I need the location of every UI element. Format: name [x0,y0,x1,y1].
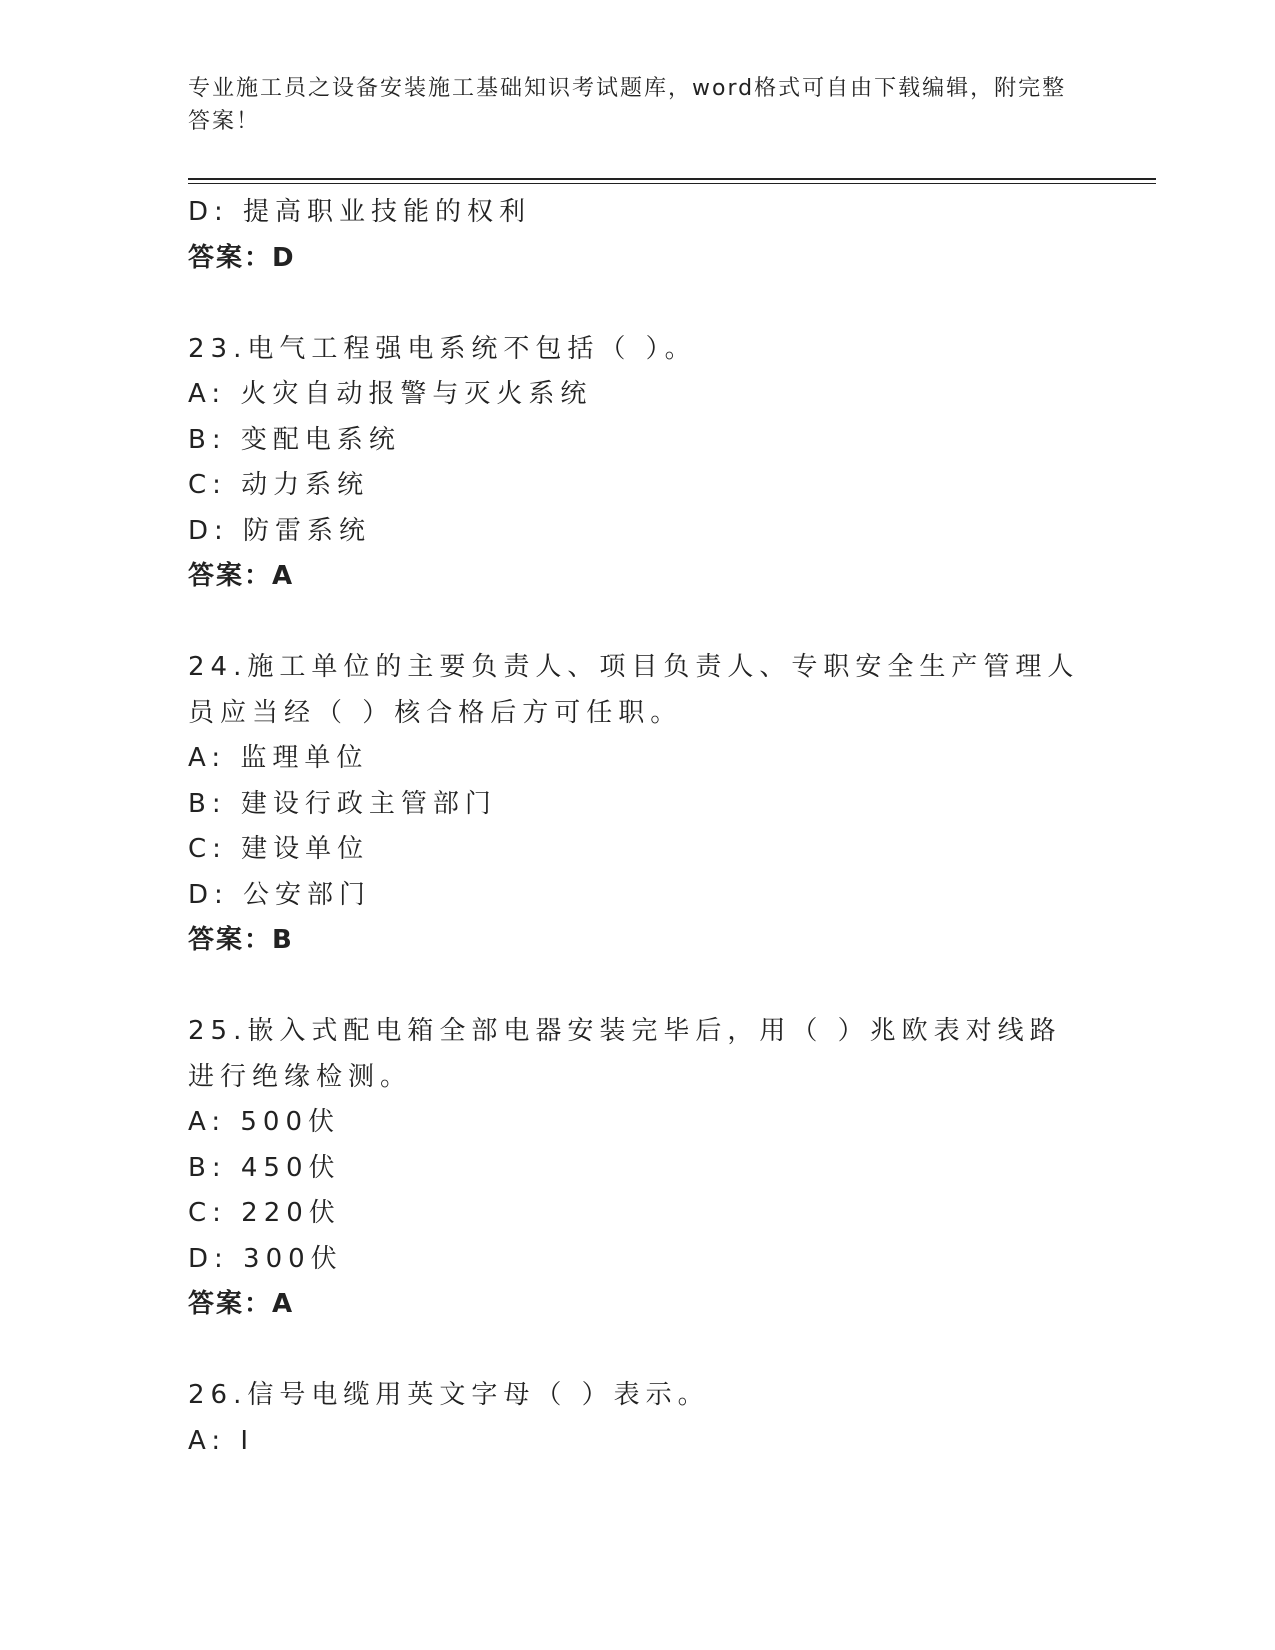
option-d: D: 公安部门 [188,879,372,910]
question-25 [188,1009,1088,1328]
option-c: C: 220伏 [188,1198,341,1228]
option-c: C: 动力系统 [188,470,370,500]
option-a: A: 监理单位 [188,743,369,773]
answer: 答案：B [188,925,294,955]
question-23 [188,327,1088,600]
option-b: B: 建设行政主管部门 [188,788,497,819]
option-a: A: 火灾自动报警与灭火系统 [188,379,593,409]
question-stem: 26.信号电缆用英文字母（ ）表示。 [188,1380,710,1410]
question-stem: 25.嵌入式配电箱全部电器安装完毕后，用（ ）兆欧表对线路进行绝缘检测。 [188,1016,1062,1092]
option-c: C: 建设单位 [188,834,370,864]
option-a: A: 500伏 [188,1107,340,1137]
option-b: B: 变配电系统 [188,424,401,455]
question-stem: 23.电气工程强电系统不包括（ ）。 [188,333,697,364]
option-a: A: I [188,1425,255,1456]
question-stem: 24.施工单位的主要负责人、项目负责人、专职安全生产管理人员应当经（ ）核合格后方可任职。 [188,652,1080,728]
question-content [188,190,1088,1464]
question-26 [188,1373,1088,1464]
option-d: D: 防雷系统 [188,515,372,546]
question-24 [188,645,1088,964]
answer: 答案：A [188,561,295,591]
header-rule-thick [188,178,1156,180]
document-header: 专业施工员之设备安装施工基础知识考试题库，word格式可自由下载编辑，附完整答案！ [188,76,1067,134]
prev-answer: 答案：D [188,242,296,273]
header-rule-thin [188,183,1156,184]
option-b: B: 450伏 [188,1152,341,1183]
option-d: D: 300伏 [188,1243,343,1274]
answer: 答案：A [188,1289,295,1319]
prev-option-d: D: 提高职业技能的权利 [188,197,532,227]
